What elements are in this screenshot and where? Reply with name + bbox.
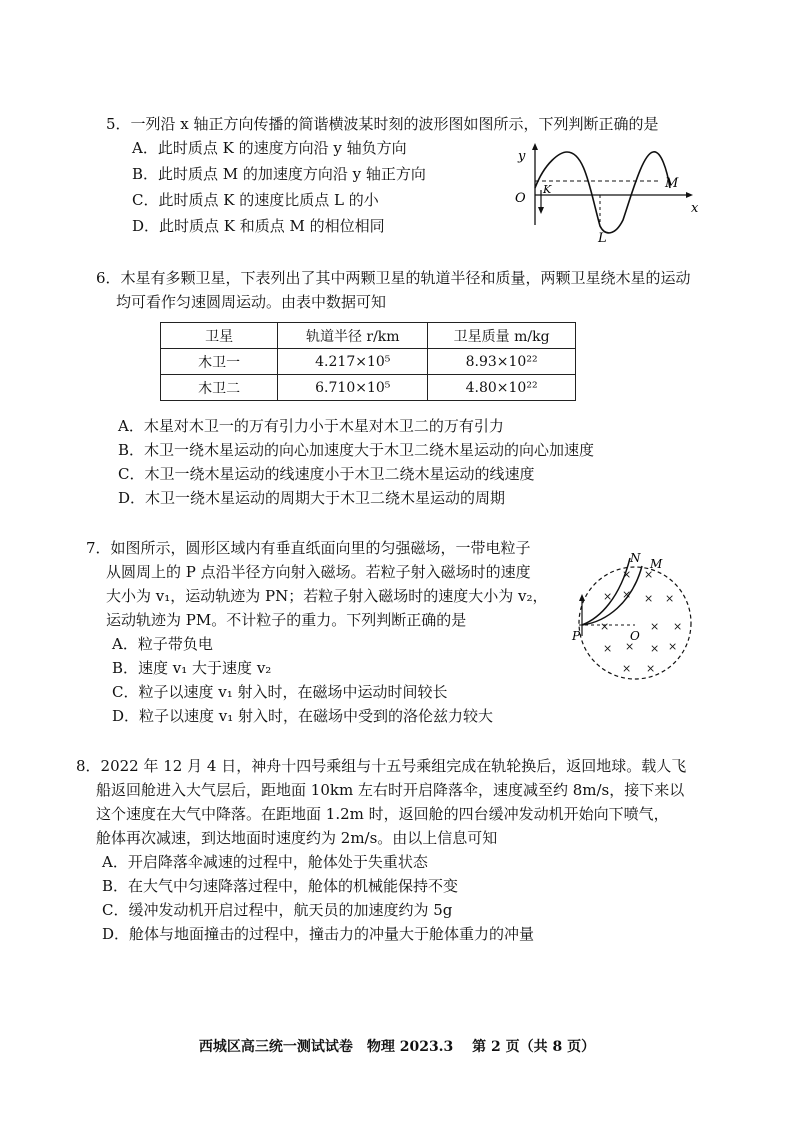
- point-l-label: L: [598, 231, 607, 245]
- k-arrowhead: [538, 207, 544, 214]
- question-8-option-a: A．开启降落伞减速的过程中，舱体处于失重状态: [102, 853, 428, 871]
- svg-text:×: ×: [668, 640, 678, 653]
- svg-text:×: ×: [665, 592, 675, 605]
- point-n-label: N: [630, 551, 641, 565]
- center-o-label: O: [630, 629, 640, 643]
- satellite-table: [160, 322, 576, 401]
- question-5-option-d: D．此时质点 K 和质点 M 的相位相同: [132, 217, 385, 235]
- svg-text:×: ×: [644, 568, 654, 581]
- svg-text:×: ×: [622, 588, 632, 601]
- x-label: x: [691, 201, 699, 216]
- point-m-label: M: [665, 176, 679, 191]
- question-6-stem-line2: 均可看作匀速圆周运动。由表中数据可知: [116, 293, 387, 311]
- svg-text:×: ×: [622, 662, 632, 675]
- question-6-option-b: B．木卫一绕木星运动的向心加速度大于木卫二绕木星运动的向心加速度: [118, 441, 595, 459]
- svg-text:×: ×: [650, 620, 660, 633]
- table-header: 卫星质量 m/kg: [428, 323, 576, 349]
- point-p-label: P: [572, 629, 581, 643]
- origin-label: O: [515, 191, 526, 206]
- question-8-option-c: C．缓冲发动机开启过程中，航天员的加速度约为 5g: [102, 901, 453, 919]
- question-6-option-d: D．木卫一绕木星运动的周期大于木卫二绕木星运动的周期: [118, 489, 506, 507]
- svg-text:×: ×: [622, 568, 632, 581]
- table-cell: 4.80×10²²: [428, 375, 576, 401]
- wave-figure: [505, 140, 700, 245]
- table-cell: 木卫一: [161, 349, 278, 375]
- question-8-stem-line1: 8．2022 年 12 月 4 日，神舟十四号乘组与十五号乘组完成在轨轮换后，返回地球。载人飞: [76, 757, 687, 775]
- question-5-option-a: A．此时质点 K 的速度方向沿 y 轴负方向: [132, 139, 407, 157]
- y-label: y: [518, 149, 526, 164]
- question-7-stem-line1: 7．如图所示，圆形区域内有垂直纸面向里的匀强磁场，一带电粒子: [86, 539, 531, 557]
- page-footer: 西城区高三统一测试试卷 物理 2023.3 第 2 页（共 8 页）: [198, 1039, 596, 1055]
- svg-text:×: ×: [603, 590, 613, 603]
- question-8-stem-line4: 舱体再次减速，到达地面时速度约为 2m/s。由以上信息可知: [96, 829, 498, 847]
- field-crosses: [600, 568, 682, 675]
- x-axis-arrow: [686, 192, 693, 198]
- table-header-row: [161, 323, 576, 349]
- question-8-option-d: D．舱体与地面撞击的过程中，撞击力的冲量大于舱体重力的冲量: [102, 925, 535, 943]
- wave-curve: [535, 152, 670, 233]
- question-7-stem-line4: 运动轨迹为 PM。不计粒子的重力。下列判断正确的是: [106, 611, 467, 629]
- svg-text:×: ×: [625, 640, 635, 653]
- table-cell: 6.710×10⁵: [278, 375, 428, 401]
- table-row: [161, 349, 576, 375]
- point-k-label: K: [543, 183, 552, 196]
- svg-text:×: ×: [600, 620, 610, 633]
- question-7-option-d: D．粒子以速度 v₁ 射入时，在磁场中受到的洛伦兹力较大: [112, 707, 494, 725]
- svg-text:×: ×: [646, 662, 656, 675]
- question-8-stem-line2: 船返回舱进入大气层后，距地面 10km 左右时开启降落伞，速度减至约 8m/s，接下来以: [96, 781, 685, 799]
- question-5-option-b: B．此时质点 M 的加速度方向沿 y 轴正方向: [132, 165, 426, 183]
- question-7-option-b: B．速度 v₁ 大于速度 v₂: [112, 659, 272, 677]
- table-cell: 木卫二: [161, 375, 278, 401]
- magnetic-field-figure: [570, 548, 700, 683]
- point-m-label: M: [650, 557, 663, 571]
- table-header: 轨道半径 r/km: [278, 323, 428, 349]
- question-7-option-a: A．粒子带负电: [112, 635, 213, 653]
- question-8-option-b: B．在大气中匀速降落过程中，舱体的机械能保持不变: [102, 877, 459, 895]
- table-cell: 4.217×10⁵: [278, 349, 428, 375]
- question-7-stem-line3: 大小为 v₁，运动轨迹为 PN；若粒子射入磁场时的速度大小为 v₂，: [106, 587, 548, 605]
- question-5-option-c: C．此时质点 K 的速度比质点 L 的小: [132, 191, 379, 209]
- y-axis-arrow: [532, 143, 538, 150]
- question-6-stem-line1: 6．木星有多颗卫星，下表列出了其中两颗卫星的轨道半径和质量，两颗卫星绕木星的运动: [96, 269, 691, 287]
- table-row: [161, 375, 576, 401]
- question-6-option-a: A．木星对木卫一的万有引力小于木星对木卫二的万有引力: [118, 417, 504, 435]
- question-7-stem-line2: 从圆周上的 P 点沿半径方向射入磁场。若粒子射入磁场时的速度: [106, 563, 531, 581]
- question-8-stem-line3: 这个速度在大气中降落。在距地面 1.2m 时，返回舱的四台缓冲发动机开始向下喷气，: [96, 805, 669, 823]
- svg-text:×: ×: [644, 592, 654, 605]
- svg-text:×: ×: [673, 620, 683, 633]
- svg-text:×: ×: [650, 642, 660, 655]
- question-5-stem: 5．一列沿 x 轴正方向传播的简谐横波某时刻的波形图如图所示，下列判断正确的是: [106, 115, 659, 133]
- incident-arrowhead: [579, 594, 585, 601]
- question-6-option-c: C．木卫一绕木星运动的线速度小于木卫二绕木星运动的线速度: [118, 465, 535, 483]
- table-cell: 8.93×10²²: [428, 349, 576, 375]
- question-7-option-c: C．粒子以速度 v₁ 射入时，在磁场中运动时间较长: [112, 683, 448, 701]
- svg-text:×: ×: [603, 642, 613, 655]
- table-header: 卫星: [161, 323, 278, 349]
